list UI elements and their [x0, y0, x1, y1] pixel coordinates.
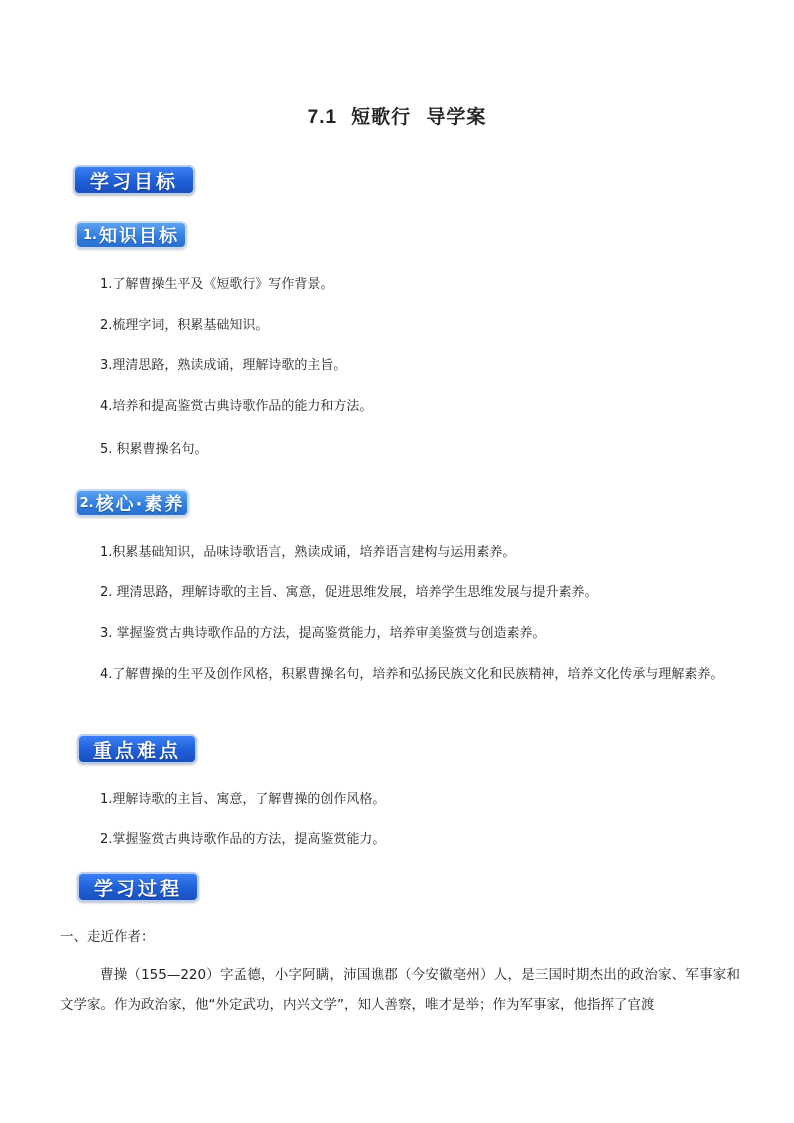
subsection-number: 2.: [79, 495, 94, 511]
key-item: 1.理解诗歌的主旨、寓意，了解曹操的创作风格。: [100, 792, 386, 807]
subsection-number: 1.: [83, 227, 97, 243]
lesson-number: 7.1: [307, 107, 338, 128]
section-badge-process: [77, 872, 199, 902]
author-paragraph: 曹操（155—220）字孟德，小字阿瞒，沛国谯郡（今安徽亳州）人，是三国时期杰出的政治家、军事家和文学家。作为政治家，他“外定武功，内兴文学”，知人善察，唯才是举；作为军事家，他指挥了官渡: [60, 967, 740, 1013]
core-item: 4.了解曹操的生平及创作风格，积累曹操名句，培养和弘扬民族文化和民族精神，培养文化传承与理解素养。: [100, 667, 724, 682]
knowledge-item: 4.培养和提高鉴赏古典诗歌作品的能力和方法。: [100, 399, 373, 414]
page-title: [0, 102, 794, 129]
knowledge-item: 3.理清思路，熟读成诵，理解诗歌的主旨。: [100, 358, 347, 373]
section-badge-key-points: [77, 734, 197, 764]
section-badge-objectives: [73, 165, 195, 195]
section-label-key-points: 重点难点: [92, 739, 181, 762]
lesson-title: 短歌行 导学案: [351, 106, 487, 128]
process-heading: 一、走近作者：: [60, 929, 155, 945]
subsection-badge-core: [75, 489, 189, 517]
subsection-label: 知识目标: [98, 226, 179, 247]
key-item: 2.掌握鉴赏古典诗歌作品的方法，提高鉴赏能力。: [100, 832, 386, 847]
knowledge-item: 2.梳理字词，积累基础知识。: [100, 318, 269, 333]
subsection-label: 核心·素养: [95, 494, 185, 515]
section-label-process: 学习过程: [93, 877, 182, 900]
section-label-objectives: 学习目标: [89, 170, 178, 193]
core-item: 3. 掌握鉴赏古典诗歌作品的方法，提高鉴赏能力，培养审美鉴赏与创造素养。: [100, 626, 546, 641]
core-item: 1.积累基础知识，品味诗歌语言，熟读成诵，培养语言建构与运用素养。: [100, 545, 516, 560]
knowledge-item: 5. 积累曹操名句。: [100, 442, 208, 457]
subsection-badge-knowledge: [75, 221, 187, 249]
core-item: 2. 理清思路，理解诗歌的主旨、寓意，促进思维发展，培养学生思维发展与提升素养。: [100, 585, 598, 600]
knowledge-item: 1.了解曹操生平及《短歌行》写作背景。: [100, 277, 334, 292]
